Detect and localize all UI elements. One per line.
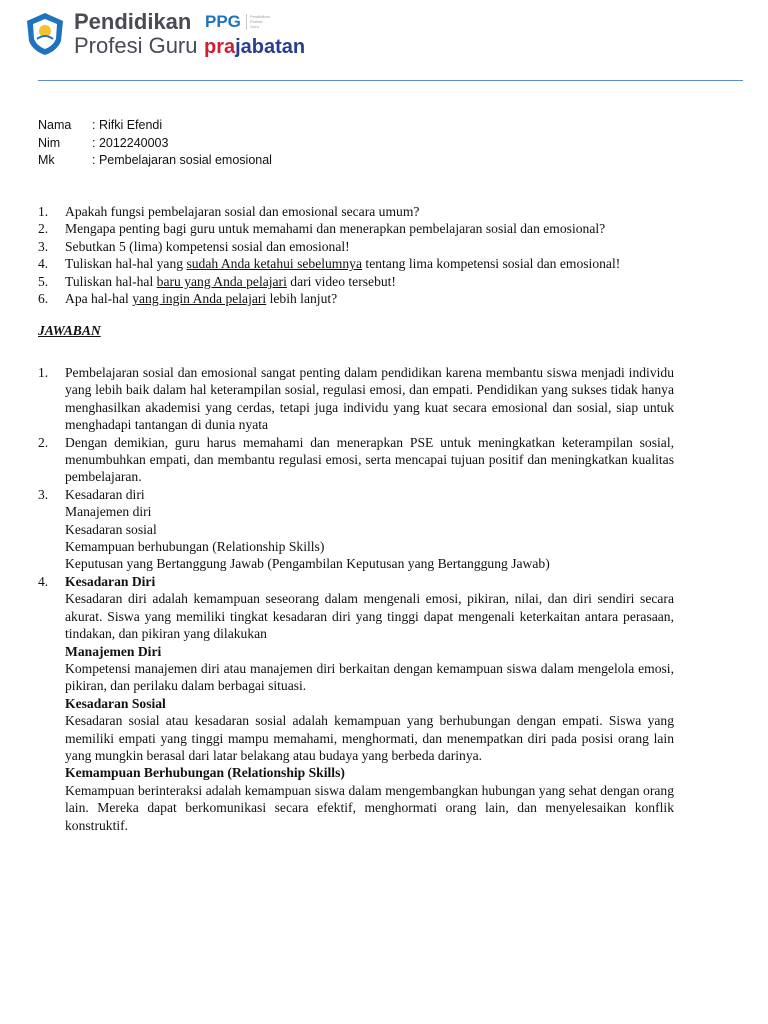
logo-title-line2: Profesi Guru bbox=[74, 33, 198, 58]
competency-item: Kemampuan berhubungan (Relationship Skills) bbox=[65, 539, 325, 555]
logo-title-line1: Pendidikan bbox=[74, 9, 192, 34]
identity-label: Nim bbox=[38, 135, 61, 150]
underlined-phrase: yang ingin Anda pelajari bbox=[132, 291, 267, 307]
identity-value: : 2012240003 bbox=[92, 135, 169, 150]
question-item: 3. Sebutkan 5 (lima) kompetensi sosial dan emosional! bbox=[38, 238, 350, 254]
ppg-divider bbox=[246, 14, 247, 30]
answer-list bbox=[38, 364, 678, 834]
section-heading: Kesadaran Diri bbox=[65, 573, 156, 589]
identity-value: : Pembelajaran sosial emosional bbox=[92, 153, 272, 167]
section-heading: Kesadaran Sosial bbox=[65, 695, 166, 711]
answer-item: 1. Pembelajaran sosial dan emosional sangat penting dalam pendidikan karena membantu siswa menjadi individu yang lebih baik dalam hal keterampilan sosial, regulasi emosi, dan empati. Pendidikan yang sukses tidak hanya menghasilkan akademisi yang cerdas, tetapi juga individu yang kuat secara emosional dan sosial, siap untuk menghadapi tantangan di dunia nyata bbox=[38, 365, 674, 433]
question-list bbox=[38, 203, 738, 307]
identity-value: : Rifki Efendi bbox=[92, 118, 163, 132]
section-text: Kemampuan berinteraksi adalah kemampuan siswa dalam mengembangkan hubungan yang sehat dengan orang lain. Mereka dapat berkomunikasi secara efektif, menghormati orang lain, dan menyelesaikan konflik konstruktif. bbox=[65, 782, 674, 833]
tut-wuri-handayani-emblem-icon bbox=[24, 11, 66, 57]
answer-item: 3. Kesadaran diri Manajemen diri Kesadaran sosial Kemampuan berhubungan (Relationship Skills) Keputusan yang Bertanggung Jawab (Pengambilan Keputusan yang Bertanggung Jawab) bbox=[38, 486, 678, 573]
ppg-small-text: Pendidikan Profesi Guru bbox=[250, 14, 270, 29]
competency-item: Manajemen diri bbox=[65, 504, 152, 520]
identity-row-mk bbox=[38, 152, 272, 170]
identity-label: Nama bbox=[38, 118, 72, 132]
competency-list bbox=[65, 486, 674, 573]
underlined-phrase: sudah Anda ketahui sebelumnya bbox=[186, 256, 363, 272]
identity-row-name bbox=[38, 117, 272, 135]
section-text: Kesadaran diri adalah kemampuan seseorang dalam mengenali emosi, pikiran, nilai, dan diri sendiri secara akurat. Siswa yang memiliki tingkat kesadaran diri yang tinggi dapat mengenali keterkaitan antara perasaan, tindakan, dan pikiran yang dilakukan bbox=[65, 591, 674, 642]
header-divider bbox=[38, 80, 743, 81]
answer-text: Dengan demikian, guru harus memahami dan menerapkan PSE untuk meningkatkan keterampilan sosial, menumbuhkan empati, dan membantu regulasi emosi, serta mencapai tujuan positif dan meningkatkan kualitas pembelajaran. bbox=[65, 434, 674, 485]
answer-item: 2. Dengan demikian, guru harus memahami dan menerapkan PSE untuk meningkatkan keterampilan sosial, menumbuhkan empati, dan membantu regulasi emosi, serta mencapai tujuan positif dan meningkatkan kualitas pembelajaran. bbox=[38, 434, 674, 485]
question-item: 1. Apakah fungsi pembelajaran sosial dan emosional secara umum? bbox=[38, 204, 420, 219]
answer-item: 4. Kesadaran Diri Kesadaran diri adalah kemampuan seseorang dalam mengenali emosi, pikiran, nilai, dan diri sendiri secara akurat. Siswa yang memiliki tingkat kesadaran diri yang tinggi dapat mengenali keterkaitan antara perasaan, tindakan, dan pikiran yang dilakukan Manajemen Diri Kompetensi manajemen diri atau manajemen diri berkaitan dengan kemampuan siswa dalam mengelola emosi, pikiran, dan perilaku dalam berbagai situasi. Kesadaran Sosial Kesadaran sosial atau kesadaran sosial adalah kemampuan yang berhubungan dengan empati. Siswa yang memiliki empati yang tinggi mampu memahami, menghormati, dan menempatkan diri pada posisi orang lain yang mungkin berasal dari latar belakang atau budaya yang berbeda darinya. Kemampuan Berhubungan (Relationship Skills) Kemampuan berinteraksi adalah kemampuan siswa dalam mengembangkan hubungan yang sehat dengan orang lain. Mereka dapat berkomunikasi secara efektif, menghormati orang lain, dan menyelesaikan konflik konstruktif. bbox=[38, 573, 674, 833]
answer-text: Pembelajaran sosial dan emosional sangat penting dalam pendidikan karena membantu siswa menjadi individu yang lebih baik dalam hal keterampilan sosial, regulasi emosi, dan empati. Pendidikan yang sukses tidak hanya menghasilkan akademisi yang cerdas, tetapi juga individu yang kuat secara emosional dan sosial, siap untuk menghadapi tantangan di dunia nyata bbox=[65, 365, 674, 433]
question-item: 5. Tuliskan hal-hal baru yang Anda pelajari dari video tersebut! bbox=[38, 273, 396, 289]
question-item: 2. Mengapa penting bagi guru untuk memahami dan menerapkan pembelajaran sosial dan emosional? bbox=[38, 221, 606, 237]
competency-item: Kesadaran sosial bbox=[65, 521, 157, 537]
ppg-prajabatan: prajabatan bbox=[204, 36, 306, 58]
identity-row-nim bbox=[38, 135, 272, 153]
competency-explanations bbox=[65, 573, 674, 834]
competency-item: Kesadaran diri bbox=[65, 486, 145, 502]
question-item: 4. Tuliskan hal-hal yang sudah Anda ketahui sebelumnya tentang lima kompetensi sosial dan emosional! bbox=[38, 256, 621, 272]
header-logo bbox=[20, 6, 325, 62]
ppg-abbreviation: PPG bbox=[205, 12, 241, 31]
section-heading: Kemampuan Berhubungan (Relationship Skills) bbox=[65, 765, 345, 781]
underlined-phrase: baru yang Anda pelajari bbox=[156, 273, 287, 289]
answers-heading: JAWABAN bbox=[38, 323, 101, 338]
identity-label: Mk bbox=[38, 153, 55, 167]
section-heading: Manajemen Diri bbox=[65, 643, 162, 659]
student-identity bbox=[38, 117, 272, 170]
section-text: Kesadaran sosial atau kesadaran sosial adalah kemampuan yang berhubungan dengan empati. Siswa yang memiliki empati yang tinggi mampu memahami, menghormati, dan menempatkan diri pada posisi orang lain yang mungkin berasal dari latar belakang atau budaya yang berbeda darinya. bbox=[65, 713, 674, 763]
question-item: 6. Apa hal-hal yang ingin Anda pelajari lebih lanjut? bbox=[38, 291, 338, 307]
section-text: Kompetensi manajemen diri atau manajemen diri berkaitan dengan kemampuan siswa dalam mengelola emosi, pikiran, dan perilaku dalam berbagai situasi. bbox=[65, 660, 674, 694]
competency-item: Keputusan yang Bertanggung Jawab (Pengambilan Keputusan yang Bertanggung Jawab) bbox=[65, 556, 550, 572]
